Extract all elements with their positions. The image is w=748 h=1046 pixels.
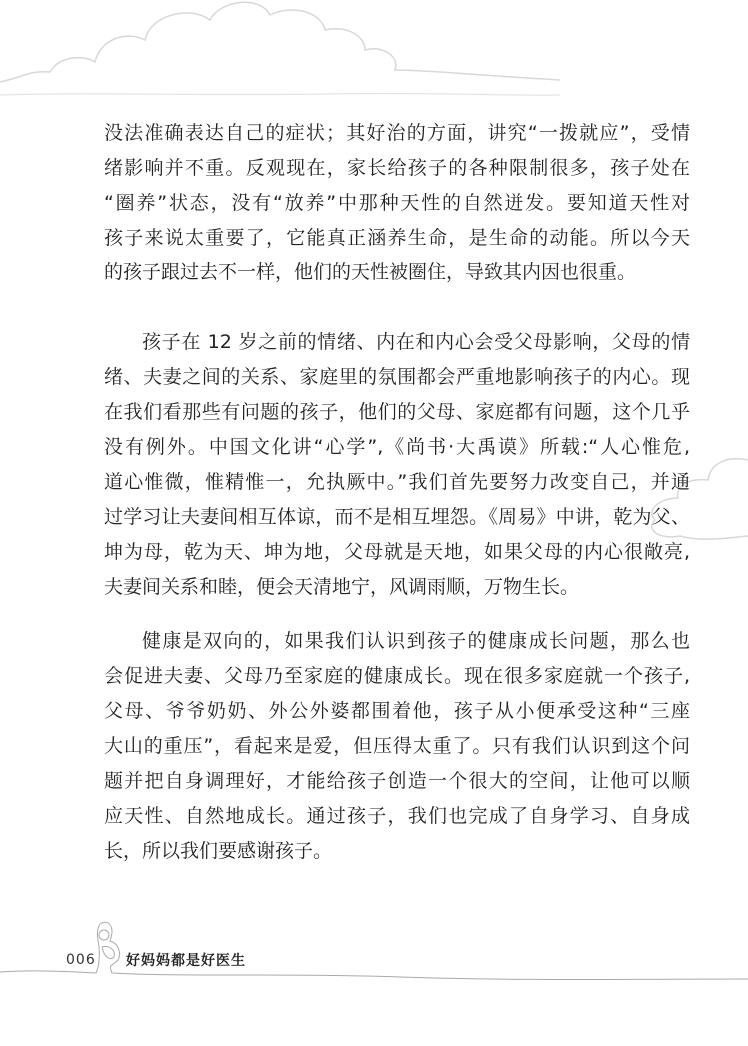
page-number: 006 (66, 952, 96, 968)
text-line: 题并把自身调理好，才能给孩子创造一个很大的空间，让他可以顺 (104, 770, 690, 792)
text-line: 孩子在 12 岁之前的情绪、内在和内心会受父母影响，父母的情 (142, 331, 690, 353)
cloud-decoration-top-left (0, 0, 560, 110)
text-line: 孩子来说太重要了，它能真正涵养生命，是生命的动能。所以今天 (104, 227, 690, 249)
text-line: “圈养”状态，没有“放养”中那种天性的自然迸发。要知道天性对 (104, 192, 690, 214)
text-line: 坤为母，乾为天、坤为地，父母就是天地，如果父母的内心很敞亮, (104, 541, 690, 563)
book-title: 好妈妈都是好医生 (126, 953, 246, 969)
text-line: 夫妻间关系和睦，便会天清地宁，风调雨顺，万物生长。 (104, 576, 580, 598)
text-line: 道心惟微，惟精惟一，允执厥中。”我们首先要努力改变自己，并通 (104, 471, 690, 493)
text-line: 没有例外。中国文化讲“心学”,《尚书·大禹谟》所载:“人心惟危, (104, 436, 690, 458)
text-line: 父母、爷爷奶奶、外公外婆都围着他，孩子从小便承受这种“三座 (104, 700, 690, 722)
text-line: 在我们看那些有问题的孩子，他们的父母、家庭都有问题，这个几乎 (104, 401, 690, 423)
text-line: 过学习让夫妻间相互体谅，而不是相互埋怨。《周易》中讲，乾为父、 (104, 506, 690, 528)
text-line: 绪影响并不重。反观现在，家长给孩子的各种限制很多，孩子处在 (104, 157, 690, 179)
text-line: 的孩子跟过去不一样，他们的天性被圈住，导致其内因也很重。 (104, 261, 637, 283)
text-line: 没法准确表达自己的症状；其好治的方面，讲究“一拨就应”，受情 (104, 122, 690, 144)
mother-child-illustration (0, 915, 748, 985)
text-line: 应天性、自然地成长。通过孩子，我们也完成了自身学习、自身成 (104, 805, 690, 827)
text-line: 长，所以我们要感谢孩子。 (104, 840, 333, 862)
text-line: 健康是双向的，如果我们认识到孩子的健康成长问题，那么也 (142, 630, 690, 652)
text-line: 会促进夫妻、父母乃至家庭的健康成长。现在很多家庭就一个孩子, (104, 665, 690, 687)
text-line: 大山的重压”，看起来是爱，但压得太重了。只有我们认识到这个问 (104, 735, 690, 757)
text-line: 绪、夫妻之间的关系、家庭里的氛围都会严重地影响孩子的内心。现 (104, 366, 690, 388)
